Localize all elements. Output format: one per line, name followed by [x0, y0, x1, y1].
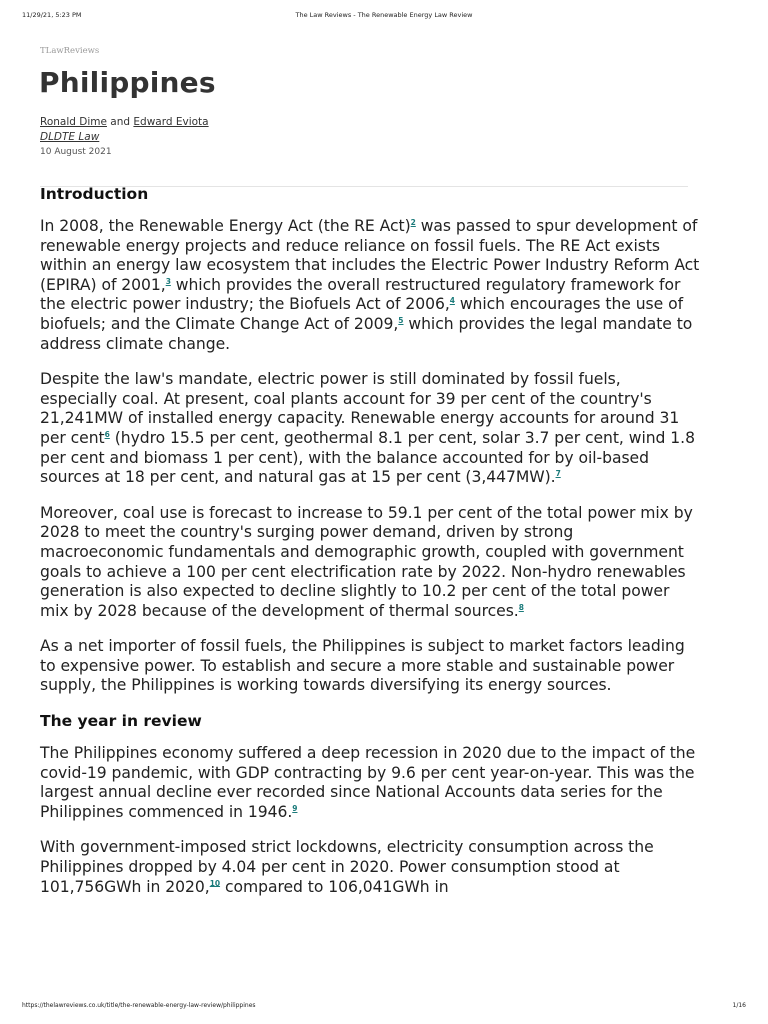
paragraph-1 [40, 217, 700, 354]
footnote-link-4[interactable]: 4 [449, 296, 455, 306]
paragraph-3 [40, 504, 700, 622]
text-run: which provides the legal mandate to address climate change. [40, 314, 693, 353]
text-run: Moreover, coal use is forecast to increase to 59.1 per cent of the total power mix by 2028 to meet the country's surging power demand, driven by strong macroeconomic fundamentals and demographic growth, coupled with government goals to achieve a 100 per cent electrification rate by 2022. Non-hydro renewables generation is also expected to decline slightly to 10.2 per cent of the total power mix by 2028 because of the development of thermal sources. [40, 503, 693, 620]
text-run: compared to 106,041GWh in [220, 877, 449, 896]
print-datetime: 11/29/21, 5:23 PM [22, 11, 82, 19]
article-body [40, 185, 700, 913]
publication-date: 10 August 2021 [40, 147, 112, 157]
footnote-link-3[interactable]: 3 [165, 276, 171, 286]
site-logo[interactable]: TLawReviews [40, 46, 100, 56]
text-run: Despite the law's mandate, electric power is still dominated by fossil fuels, especially coal. At present, coal plants account for 39 per cent of the country's 21,241MW of installed energy capacity. Renewable energy accounts for around 31 per cent [40, 370, 680, 447]
author-link-edward-eviota[interactable]: Edward Eviota [133, 116, 209, 128]
firm-link[interactable]: DLDTE Law [40, 131, 100, 143]
text-run: (hydro 15.5 per cent, geothermal 8.1 per cent, solar 3.7 per cent, wind 1.8 per cent and biomass 1 per cent), with the balance accounted for by oil-based sources at 18 per cent, and natural gas at 15 per cent (3,447MW). [40, 428, 695, 487]
text-run: which encourages the use of biofuels; and the Climate Change Act of 2009, [40, 295, 684, 333]
footnote-link-8[interactable]: 8 [518, 602, 524, 612]
text-run: With government-imposed strict lockdowns, electricity consumption across the Philippines dropped by 4.04 per cent in 2020. Power consumption stood at 101,756GWh in 2020, [40, 838, 654, 896]
text-run: In 2008, the Renewable Energy Act (the RE Act) [40, 217, 411, 235]
footnote-link-9[interactable]: 9 [292, 803, 298, 813]
print-url: https://thelawreviews.co.uk/title/the-renewable-energy-law-review/philippines [22, 1002, 256, 1009]
text-run: which provides the overall restructured regulatory framework for the electric power industry; the Biofuels Act of 2006, [40, 275, 681, 314]
byline [40, 115, 209, 160]
footnote-link-7[interactable]: 7 [555, 468, 561, 478]
print-footer [22, 1002, 746, 1014]
authors-conjunction: and [110, 116, 131, 128]
section-heading-year-in-review: The year in review [40, 712, 202, 731]
text-run: The Philippines economy suffered a deep recession in 2020 due to the impact of the covid-19 pandemic, with GDP contracting by 9.6 per cent year-on-year. This was the largest annual decline ever recorded since National Accounts data series for the Philippines commenced in 1946. [40, 744, 696, 821]
paragraph-6 [40, 838, 700, 897]
footnote-link-5[interactable]: 5 [398, 315, 404, 325]
paragraph-5 [40, 744, 700, 822]
text-run: was passed to spur development of renewable energy projects and reduce reliance on fossil fuels. The RE Act exists within an energy law ecosystem that includes the Electric Power Industry Reform Act (EPIRA) of 2001, [40, 217, 700, 294]
footnote-link-2[interactable]: 2 [410, 217, 416, 227]
section-heading-introduction: Introduction [40, 185, 149, 203]
paragraph-4: As a net importer of fossil fuels, the Philippines is subject to market factors leading to expensive power. To establish and secure a more stable and sustainable power supply, the Philippines is working towards diversifying its energy sources. [40, 637, 685, 695]
paragraph-2 [40, 370, 700, 488]
article-title: Philippines [39, 66, 216, 99]
footnote-link-6[interactable]: 6 [104, 429, 110, 439]
authors-line [40, 115, 209, 130]
footnote-link-10[interactable]: 10 [209, 878, 221, 888]
print-page-number: 1/16 [732, 1002, 746, 1009]
author-link-ronald-dime[interactable]: Ronald Dime [40, 116, 107, 128]
print-header [22, 11, 746, 23]
print-page-title: The Law Reviews - The Renewable Energy Law Review [295, 11, 473, 19]
